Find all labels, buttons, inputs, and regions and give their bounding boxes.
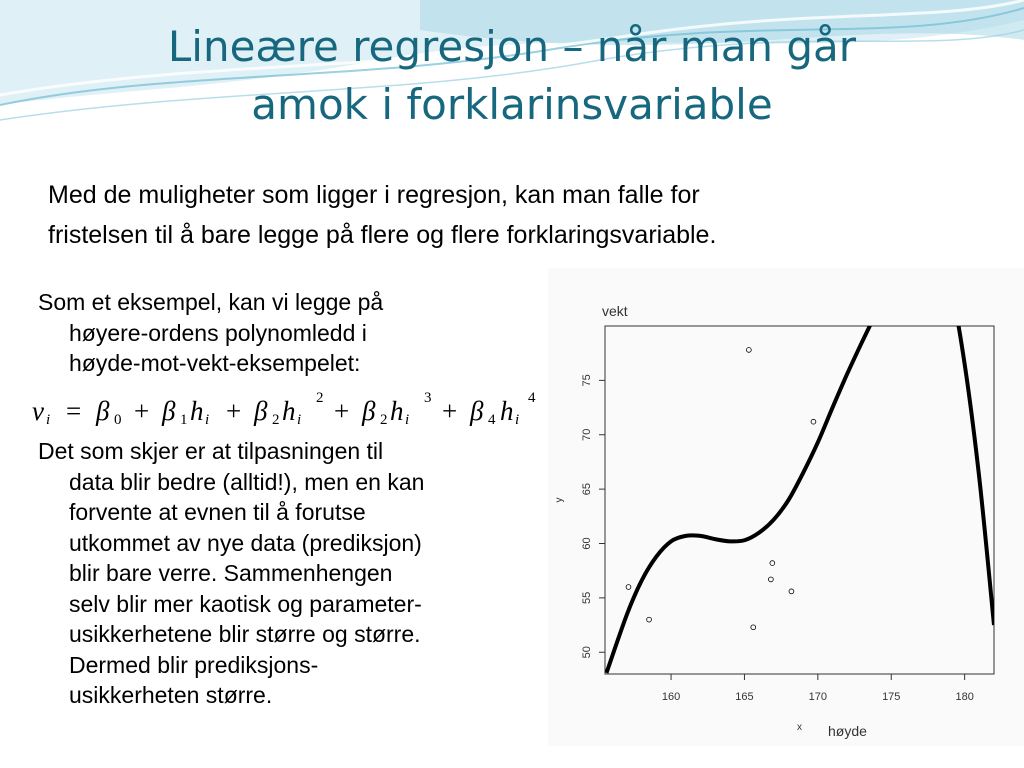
- paragraph-line: Dermed blir prediksjons-: [69, 651, 319, 678]
- y-tick-label: 55: [581, 591, 593, 604]
- data-point: [751, 625, 756, 630]
- data-point: [746, 348, 751, 353]
- formula-exponent: 2: [316, 390, 324, 406]
- paragraph-line: usikkerhetene blir større og større.: [69, 621, 421, 647]
- y-tick-label: 50: [581, 646, 593, 659]
- slide-title: [0, 18, 1024, 134]
- data-point: [626, 585, 631, 590]
- x-tick-label: 160: [661, 691, 681, 703]
- formula-plus: +: [134, 396, 150, 426]
- y-tick-label: 60: [581, 537, 593, 550]
- formula-exponent: 3: [424, 390, 432, 406]
- formula-sub: 0: [114, 412, 122, 428]
- formula-sub: 4: [488, 412, 496, 428]
- title-line: amok i forklarinsvariable: [251, 80, 773, 129]
- formula-h: h: [190, 396, 204, 426]
- regression-plot: [548, 268, 1024, 746]
- formula-sub: 2: [272, 412, 280, 428]
- formula-sub: i: [205, 412, 210, 428]
- data-point: [647, 617, 652, 622]
- x-axis-label: x: [797, 722, 802, 733]
- plot-svg: [548, 268, 1024, 746]
- regression-formula: [30, 388, 550, 438]
- data-point: [811, 419, 816, 424]
- title-line: Lineære regresjon – når man går: [167, 22, 857, 71]
- paragraph-line: utkommet av nye data (prediksjon): [69, 529, 422, 556]
- formula-plus: +: [334, 396, 350, 426]
- formula-sub: 2: [380, 412, 388, 428]
- bullet-paragraph-overfitting: [38, 436, 424, 711]
- x-axis-title: høyde: [828, 723, 867, 739]
- data-point: [770, 561, 775, 566]
- paragraph-line: selv blir mer kaotisk og parameter-: [69, 590, 422, 617]
- formula-h: h: [390, 396, 404, 426]
- formula-beta: β: [254, 396, 268, 426]
- formula-plus: +: [442, 396, 458, 426]
- data-point: [789, 589, 794, 594]
- formula-sub: i: [515, 412, 520, 428]
- x-tick-label: 175: [882, 691, 901, 703]
- formula-v: v: [32, 396, 44, 426]
- formula-beta: β: [96, 396, 110, 426]
- paragraph-line: høyere-ordens polynomledd i: [69, 319, 367, 346]
- formula-sub: i: [46, 412, 51, 428]
- paragraph-line: blir bare verre. Sammenhengen: [69, 560, 393, 586]
- intro-text: [48, 175, 1008, 255]
- plot-frame: [605, 326, 994, 674]
- formula-h: h: [500, 396, 514, 426]
- y-tick-label: 65: [581, 483, 593, 496]
- paragraph-line: data blir bedre (alltid!), men en kan: [69, 468, 425, 495]
- formula-beta: β: [362, 396, 376, 426]
- data-point: [768, 577, 773, 582]
- formula-beta: β: [470, 396, 484, 426]
- paragraph-line: usikkerheten større.: [69, 682, 273, 708]
- paragraph-line: Som et eksempel, kan vi legge på: [38, 289, 384, 315]
- formula-beta: β: [162, 396, 176, 426]
- x-tick-label: 180: [955, 691, 974, 703]
- y-axis-title: vekt: [602, 303, 628, 319]
- intro-line: fristelsen til å bare legge på flere og flere forklaringsvariable.: [48, 221, 717, 249]
- y-tick-label: 75: [581, 374, 593, 387]
- intro-line: Med de muligheter som ligger i regresjon, kan man falle for: [48, 181, 700, 209]
- formula-h: h: [282, 396, 296, 426]
- formula-exponent: 4: [528, 390, 536, 406]
- bullet-paragraph-example: [38, 287, 383, 379]
- formula-equals: =: [66, 396, 82, 426]
- x-tick-label: 170: [808, 691, 828, 703]
- paragraph-line: høyde-mot-vekt-eksempelet:: [69, 350, 361, 376]
- y-tick-label: 70: [581, 428, 593, 441]
- x-tick-label: 165: [735, 691, 754, 703]
- formula-sub: 1: [180, 412, 188, 428]
- formula-sub: i: [405, 412, 410, 428]
- paragraph-line: Det som skjer er at tilpasningen til: [38, 438, 384, 464]
- paragraph-line: forvente at evnen til å forutse: [69, 499, 366, 525]
- formula-sub: i: [297, 412, 302, 428]
- fitted-polynomial-curve: [606, 268, 994, 673]
- y-axis-label: y: [554, 497, 565, 503]
- formula-plus: +: [226, 396, 242, 426]
